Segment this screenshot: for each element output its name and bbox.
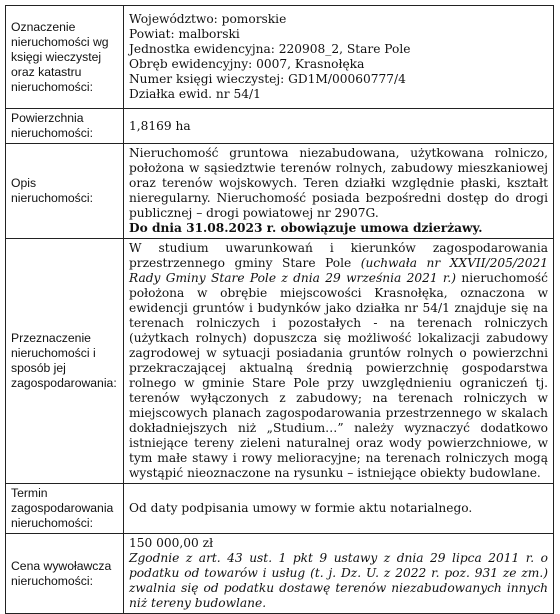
przeznaczenie-text: nieruchomość położona w obrębie miejscowości Krasnołęka, oznaczona w ewidencji gruntów i budynków jako działka nr 54/1 znajduje się na terenach rolniczych i pozostałych - na terenach rolniczych (użytkach rolnych) dopuszcza się możliwość lokalizacji zabudowy zagrodowej w sytuacji posiadania gruntów rolnych o powierzchni przekraczającej aktualną średnią powierzchnię gospodarstwa rolnego w gminie Stare Pole przy uwzględnieniu ograniczeń tj. terenów wyłączonych z zabudowy; na terenach rolniczych w miejscowych planach zagospodarowania przestrzennego w skalach dokładniejszych niż „Studium…” należy wyznaczyć dodatkowo istniejące tereny zieleni naturalnej oraz wody powierzchniowe, w tym małe stawy i rowy melioracyjne; na terenach rolniczych mogą wystąpić nieoznaczone na rysunku – istniejące obiekty budowlane.	[129, 271, 549, 480]
row-powierzchnia	[6, 109, 554, 144]
property-table	[5, 5, 554, 614]
row-opis	[6, 144, 554, 239]
label-cena: Cena wywoławcza nieruchomości:	[6, 534, 124, 614]
label-oznaczenie: Oznaczenie nieruchomości wg księgi wieczystej oraz katastru nieruchomości:	[6, 6, 124, 109]
opis-text: Nieruchomość gruntowa niezabudowana, użytkowana rolniczo, położona w sąsiedztwie terenów rolnych, zabudowy mieszkaniowej oraz terenów wojskowych. Teren działki względnie płaski, kształt nieregularny. Nieruchomość posiada bezpośredni dostęp do drogi publicznej – drogi powiatowej nr 2907G.	[129, 146, 548, 220]
uchwala-reference: (uchwała nr XXVII/205/2021 Rady Gminy Stare Pole z dnia 29 września 2021 r.)	[129, 256, 548, 285]
przeznaczenie-intro: W studium uwarunkowań i kierunków zagospodarowania przestrzennego gminy Stare Pole	[129, 241, 548, 270]
dzialka-line: Działka ewid. nr 54/1	[129, 87, 261, 101]
value-opis	[124, 144, 554, 239]
label-opis: Opis nieruchomości:	[6, 144, 124, 239]
vat-note: Zgodnie z art. 43 ust. 1 pkt 9 ustawy z dnia 29 lipca 2011 r. o podatku od towarów i usług (t. j. Dz. U. z 2022 r. poz. 931 ze zm.) zwalnia się od podatku dostawę terenów niezabudowanych innych niż tereny budowlane.	[129, 551, 548, 610]
obreb-line: Obręb ewidencyjny: 0007, Krasnołęka	[129, 57, 365, 71]
row-cena	[6, 534, 554, 614]
row-przeznaczenie	[6, 239, 554, 484]
value-przeznaczenie	[124, 239, 554, 484]
powiat-line: Powiat: malborski	[129, 27, 240, 41]
cena-value: 150 000,00 zł	[129, 536, 214, 550]
dzierzawa-note: Do dnia 31.08.2023 r. obowiązuje umowa dzierżawy.	[129, 221, 483, 235]
row-termin	[6, 484, 554, 534]
ksiega-line: Numer księgi wieczystej: GD1M/00060777/4	[129, 72, 406, 86]
value-oznaczenie	[124, 6, 554, 109]
jednostka-line: Jednostka ewidencyjna: 220908_2, Stare Pole	[129, 42, 411, 56]
wojewodztwo-line: Województwo: pomorskie	[129, 12, 287, 26]
label-powierzchnia: Powierzchnia nieruchomości:	[6, 109, 124, 144]
label-przeznaczenie: Przeznaczenie nieruchomości i sposób jej zagospodarowania:	[6, 239, 124, 484]
label-termin: Termin zagospodarowania nieruchomości:	[6, 484, 124, 534]
row-oznaczenie	[6, 6, 554, 109]
value-powierzchnia: 1,8169 ha	[124, 109, 554, 144]
value-cena	[124, 534, 554, 614]
value-termin: Od daty podpisania umowy w formie aktu notarialnego.	[124, 484, 554, 534]
